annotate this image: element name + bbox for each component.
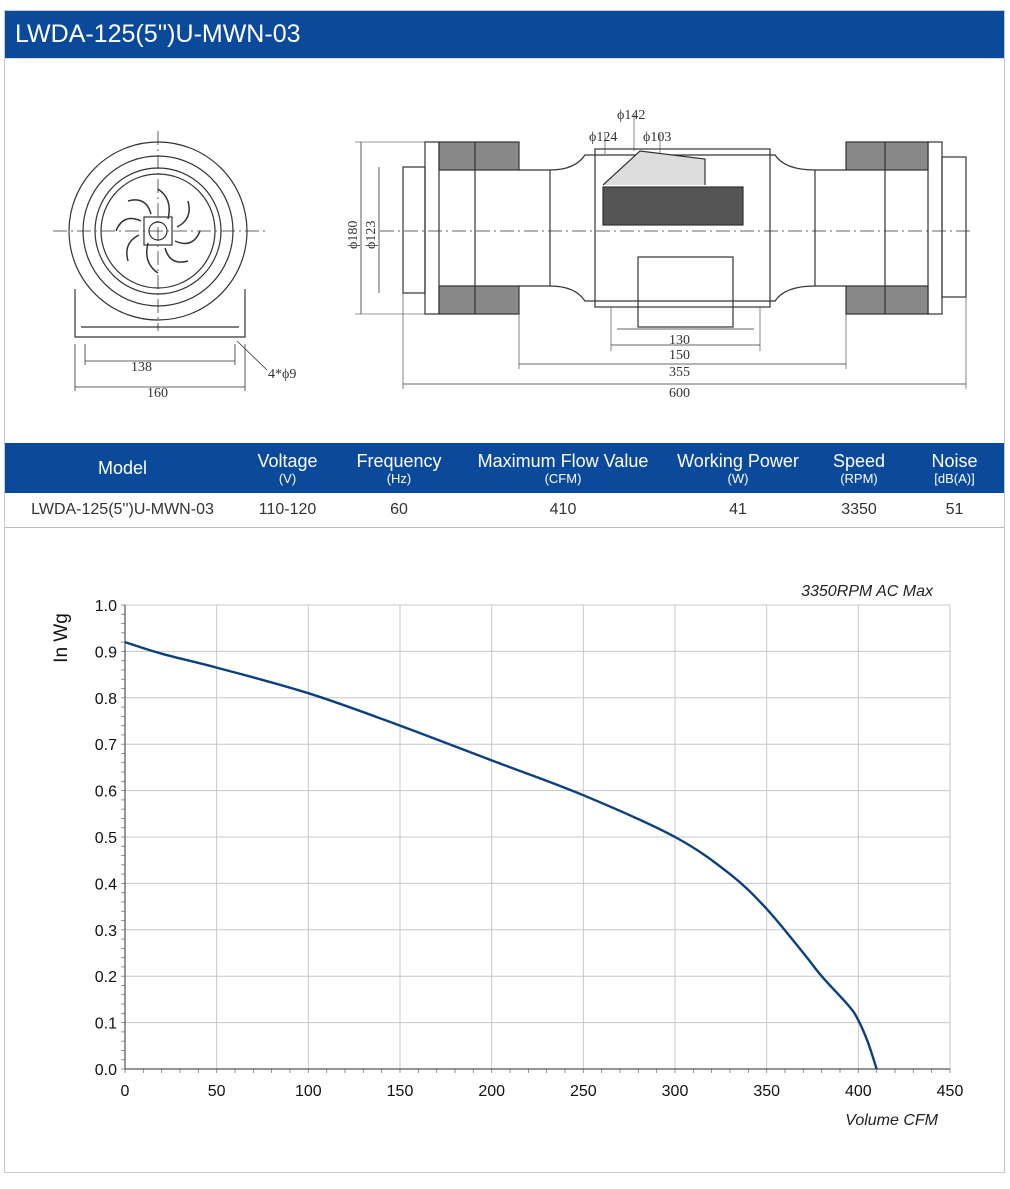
y-tick-label: 0.6: [94, 783, 117, 801]
chart-svg: [5, 526, 1004, 1172]
grid-layer: [125, 605, 950, 1069]
dim-150: 150: [669, 348, 690, 363]
dim-holes: 4*ϕ9: [268, 367, 297, 382]
right-top-clamp: [846, 142, 928, 170]
cell-speed: 3350: [813, 493, 905, 528]
right-flange: [928, 142, 942, 314]
y-tick-label: 0.0: [94, 1062, 117, 1079]
dim-124: ϕ124: [589, 130, 618, 145]
x-tick-label: 50: [207, 1083, 226, 1100]
x-tick-label: 450: [936, 1083, 964, 1100]
y-tick-label: 0.3: [94, 922, 117, 940]
x-tick-label: 300: [661, 1083, 689, 1100]
mount-base: [75, 289, 245, 337]
y-tick-label: 0.7: [94, 737, 117, 755]
y-tick-label: 0.5: [94, 830, 117, 847]
col-voltage: Voltage (V): [240, 443, 335, 493]
dim-160: 160: [147, 386, 168, 401]
dim-130: 130: [669, 333, 690, 348]
x-tick-label: 150: [386, 1083, 414, 1100]
cell-voltage: 110-120: [240, 493, 335, 528]
dim-142: ϕ142: [617, 108, 646, 123]
col-model: Model: [5, 443, 240, 493]
x-tick-label: 100: [294, 1083, 322, 1100]
series-line-3350rpm: [125, 642, 877, 1069]
drawing-svg: [5, 59, 1004, 445]
x-tick-label: 350: [753, 1083, 781, 1100]
cell-frequency: 60: [335, 493, 463, 528]
col-speed: Speed (RPM): [813, 443, 905, 493]
technical-drawing: [5, 58, 1004, 445]
col-power: Working Power (W): [663, 443, 813, 493]
x-tick-label: 400: [844, 1083, 872, 1100]
x-tick-label: 200: [478, 1083, 506, 1100]
dim-138: 138: [131, 360, 152, 375]
col-frequency: Frequency (Hz): [335, 443, 463, 493]
product-sheet: [4, 10, 1005, 1173]
dim-103: ϕ103: [643, 130, 672, 145]
dim-600: 600: [669, 386, 690, 401]
table-row: [5, 493, 1004, 528]
y-tick-label: 0.4: [94, 876, 117, 894]
x-tick-label: 250: [569, 1083, 597, 1100]
spec-table: [5, 443, 1004, 528]
chart-title: 3350RPM AC Max: [801, 583, 933, 600]
front-view: [53, 131, 267, 391]
dim-355: 355: [669, 365, 690, 380]
y-tick-label: 0.1: [94, 1015, 117, 1033]
cell-power: 41: [663, 493, 813, 528]
x-tick-label: 0: [120, 1083, 130, 1100]
mount-plate: [638, 257, 733, 327]
y-tick-label: 1.0: [94, 598, 117, 615]
cell-model: LWDA-125(5'')U-MWN-03: [5, 493, 240, 528]
y-tick-label: 0.9: [94, 644, 117, 662]
dim-180: ϕ180: [346, 220, 361, 249]
y-axis-label: In Wg: [51, 613, 72, 663]
left-bottom-clamp: [439, 286, 519, 314]
performance-chart: [5, 526, 1004, 1172]
y-tick-label: 0.2: [94, 969, 117, 987]
dim-123: ϕ123: [364, 220, 379, 249]
spec-header-row: [5, 443, 1004, 493]
col-noise: Noise [dB(A)]: [905, 443, 1004, 493]
page-title: LWDA-125(5'')U-MWN-03: [5, 11, 1004, 58]
duct-bottom: [519, 286, 846, 301]
right-bottom-clamp: [846, 286, 928, 314]
cell-noise: 51: [905, 493, 1004, 528]
side-view: [355, 114, 971, 389]
cell-max-flow: 410: [463, 493, 663, 528]
tick-labels: [95, 598, 964, 1100]
left-top-clamp: [439, 142, 519, 170]
y-tick-label: 0.8: [94, 690, 117, 708]
motor-block: [603, 187, 743, 225]
col-max-flow: Maximum Flow Value (CFM): [463, 443, 663, 493]
left-flange: [425, 142, 439, 314]
x-axis-label: Volume CFM: [845, 1112, 938, 1129]
